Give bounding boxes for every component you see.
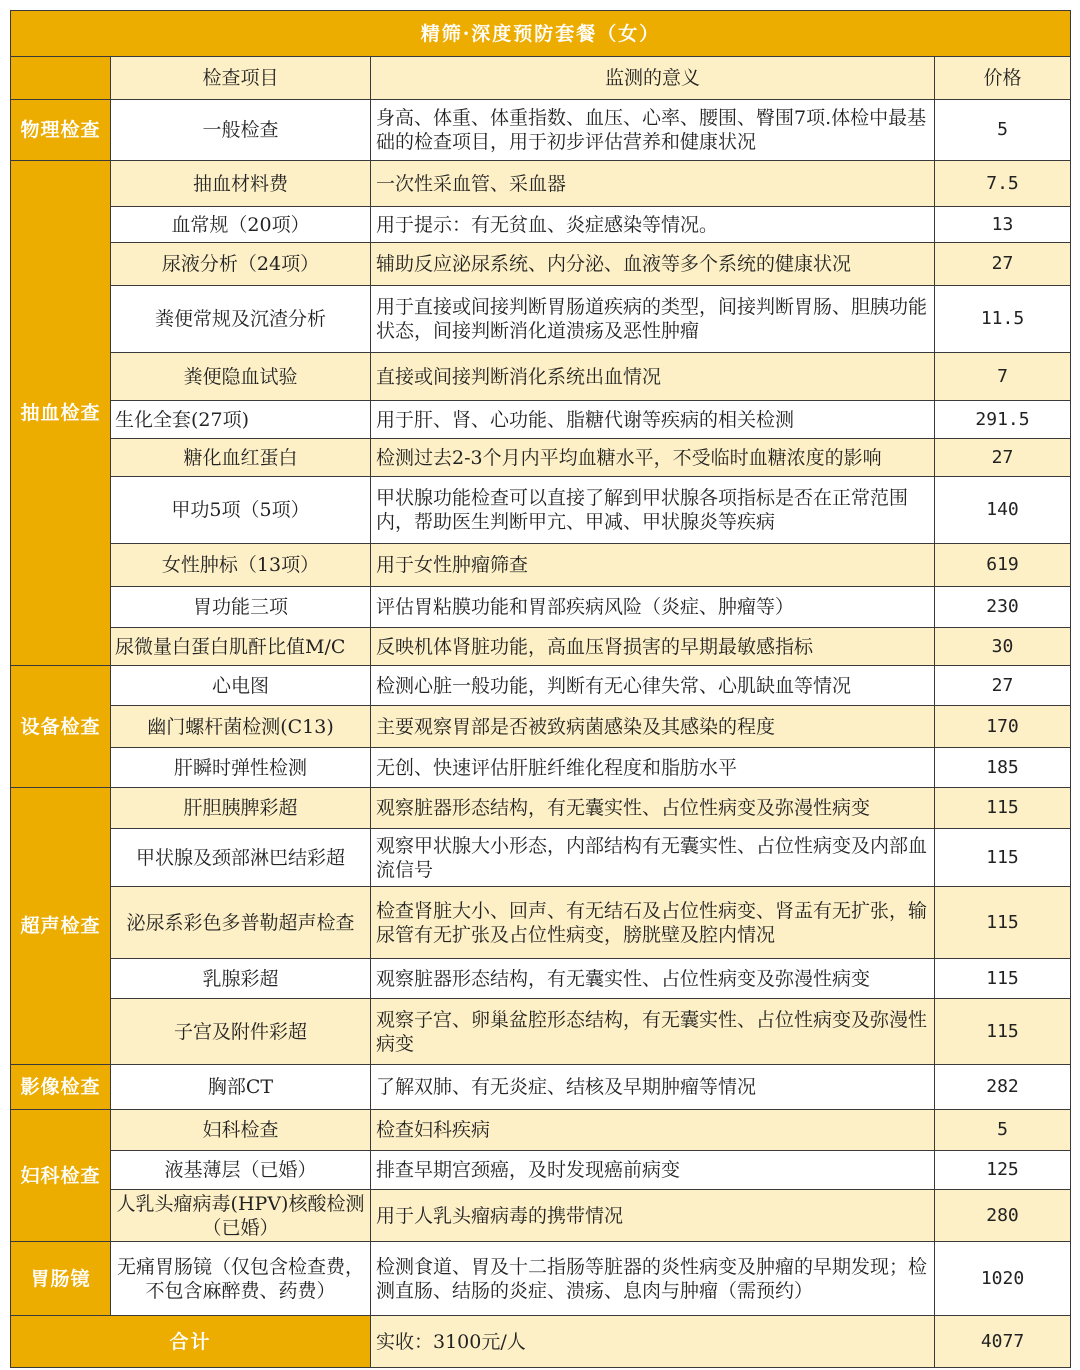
item-price: 280: [935, 1190, 1071, 1242]
item-meaning: 检测食道、胃及十二指肠等脏器的炎性病变及肿瘤的早期发现；检测直肠、结肠的炎症、溃疡、息肉与肿瘤（需预约）: [371, 1242, 935, 1316]
item-price: 140: [935, 477, 1071, 544]
table-row: [11, 544, 1071, 587]
item-price: 27: [935, 439, 1071, 477]
item-name: 生化全套(27项): [111, 401, 371, 439]
item-meaning: 无创、快速评估肝脏纤维化程度和脂肪水平: [371, 748, 935, 788]
item-price: 115: [935, 788, 1071, 829]
item-meaning: 检查肾脏大小、回声、有无结石及占位性病变、肾盂有无扩张，输尿管有无扩张及占位性病变，膀胱壁及腔内情况: [371, 887, 935, 959]
item-price: 115: [935, 959, 1071, 999]
item-meaning: 用于人乳头瘤病毒的携带情况: [371, 1190, 935, 1242]
category-physical: 物理检查: [11, 100, 111, 161]
item-name: 甲状腺及颈部淋巴结彩超: [111, 829, 371, 887]
item-price: 282: [935, 1065, 1071, 1110]
table-row: [11, 401, 1071, 439]
item-price: 291.5: [935, 401, 1071, 439]
item-name: 肝瞬时弹性检测: [111, 748, 371, 788]
item-name: 糖化血红蛋白: [111, 439, 371, 477]
table-row: [11, 100, 1071, 161]
table-row: [11, 477, 1071, 544]
item-price: 115: [935, 829, 1071, 887]
item-meaning: 反映机体肾脏功能，高血压肾损害的早期最敏感指标: [371, 628, 935, 666]
item-name: 尿微量白蛋白肌酐比值M/C: [111, 628, 371, 666]
table-row: [11, 959, 1071, 999]
item-meaning: 甲状腺功能检查可以直接了解到甲状腺各项指标是否在正常范围内，帮助医生判断甲亢、甲减、甲状腺炎等疾病: [371, 477, 935, 544]
table-row: [11, 829, 1071, 887]
item-meaning: 一次性采血管、采血器: [371, 161, 935, 207]
table-row: [11, 628, 1071, 666]
item-name: 甲功5项（5项）: [111, 477, 371, 544]
item-meaning: 用于肝、肾、心功能、脂糖代谢等疾病的相关检测: [371, 401, 935, 439]
item-price: 619: [935, 544, 1071, 587]
table-row: [11, 1065, 1071, 1110]
item-name: 尿液分析（24项）: [111, 243, 371, 286]
total-row: [11, 1316, 1071, 1368]
item-meaning: 观察子宫、卵巢盆腔形态结构，有无囊实性、占位性病变及弥漫性病变: [371, 999, 935, 1065]
header-corner: [11, 57, 111, 100]
table-row: [11, 1242, 1071, 1316]
item-meaning: 检测心脏一般功能，判断有无心律失常、心肌缺血等情况: [371, 666, 935, 706]
table-row: [11, 243, 1071, 286]
table-row: [11, 439, 1071, 477]
item-name: 粪便常规及沉渣分析: [111, 286, 371, 353]
table-row: [11, 207, 1071, 243]
item-price: 1020: [935, 1242, 1071, 1316]
item-name: 子宫及附件彩超: [111, 999, 371, 1065]
item-name: 液基薄层（已婚）: [111, 1151, 371, 1190]
item-name: 抽血材料费: [111, 161, 371, 207]
item-price: 115: [935, 999, 1071, 1065]
item-meaning: 用于提示：有无贫血、炎症感染等情况。: [371, 207, 935, 243]
table-row: [11, 1151, 1071, 1190]
item-name: 幽门螺杆菌检测(C13): [111, 706, 371, 748]
category-device: 设备检查: [11, 666, 111, 788]
item-price: 115: [935, 887, 1071, 959]
item-meaning: 用于女性肿瘤筛查: [371, 544, 935, 587]
item-name: 女性肿标（13项）: [111, 544, 371, 587]
total-actual: 实收：3100元/人: [371, 1316, 935, 1368]
item-price: 7.5: [935, 161, 1071, 207]
item-meaning: 观察甲状腺大小形态，内部结构有无囊实性、占位性病变及内部血流信号: [371, 829, 935, 887]
table-title: 精筛·深度预防套餐（女）: [11, 11, 1071, 57]
table-row: [11, 161, 1071, 207]
table-row: [11, 1110, 1071, 1151]
category-blood: 抽血检查: [11, 161, 111, 666]
table-row: [11, 887, 1071, 959]
category-gyn: 妇科检查: [11, 1110, 111, 1242]
total-price: 4077: [935, 1316, 1071, 1368]
item-price: 13: [935, 207, 1071, 243]
table-row: [11, 587, 1071, 628]
table-row: [11, 286, 1071, 353]
item-name: 妇科检查: [111, 1110, 371, 1151]
category-endoscopy: 胃肠镜: [11, 1242, 111, 1316]
header-price: 价格: [935, 57, 1071, 100]
item-meaning: 主要观察胃部是否被致病菌感染及其感染的程度: [371, 706, 935, 748]
item-price: 30: [935, 628, 1071, 666]
table-row: [11, 666, 1071, 706]
table-row: [11, 999, 1071, 1065]
item-name: 一般检查: [111, 100, 371, 161]
item-price: 27: [935, 666, 1071, 706]
package-table: [10, 10, 1070, 1368]
total-label: 合计: [11, 1316, 371, 1368]
item-meaning: 直接或间接判断消化系统出血情况: [371, 353, 935, 401]
item-name: 心电图: [111, 666, 371, 706]
item-name: 胃功能三项: [111, 587, 371, 628]
item-price: 170: [935, 706, 1071, 748]
table-row: [11, 706, 1071, 748]
item-name: 血常规（20项）: [111, 207, 371, 243]
table-row: [11, 788, 1071, 829]
item-name: 人乳头瘤病毒(HPV)核酸检测（已婚）: [111, 1190, 371, 1242]
item-price: 27: [935, 243, 1071, 286]
item-price: 185: [935, 748, 1071, 788]
item-price: 5: [935, 100, 1071, 161]
item-meaning: 观察脏器形态结构，有无囊实性、占位性病变及弥漫性病变: [371, 788, 935, 829]
item-name: 粪便隐血试验: [111, 353, 371, 401]
item-meaning: 身高、体重、体重指数、血压、心率、腰围、臀围7项.体检中最基础的检查项目，用于初步评估营养和健康状况: [371, 100, 935, 161]
item-meaning: 辅助反应泌尿系统、内分泌、血液等多个系统的健康状况: [371, 243, 935, 286]
category-imaging: 影像检查: [11, 1065, 111, 1110]
table-row: [11, 748, 1071, 788]
item-meaning: 用于直接或间接判断胃肠道疾病的类型，间接判断胃肠、胆胰功能状态，间接判断消化道溃疡及恶性肿瘤: [371, 286, 935, 353]
item-name: 无痛胃肠镜（仅包含检查费，不包含麻醉费、药费）: [111, 1242, 371, 1316]
item-name: 乳腺彩超: [111, 959, 371, 999]
item-name: 肝胆胰脾彩超: [111, 788, 371, 829]
header-meaning: 监测的意义: [371, 57, 935, 100]
item-price: 7: [935, 353, 1071, 401]
item-meaning: 检查妇科疾病: [371, 1110, 935, 1151]
category-ultrasound: 超声检查: [11, 788, 111, 1065]
item-price: 5: [935, 1110, 1071, 1151]
item-price: 11.5: [935, 286, 1071, 353]
item-price: 125: [935, 1151, 1071, 1190]
table-row: [11, 1190, 1071, 1242]
item-name: 胸部CT: [111, 1065, 371, 1110]
item-meaning: 排查早期宫颈癌，及时发现癌前病变: [371, 1151, 935, 1190]
item-meaning: 评估胃粘膜功能和胃部疾病风险（炎症、肿瘤等）: [371, 587, 935, 628]
item-price: 230: [935, 587, 1071, 628]
item-meaning: 观察脏器形态结构，有无囊实性、占位性病变及弥漫性病变: [371, 959, 935, 999]
item-meaning: 检测过去2-3个月内平均血糖水平，不受临时血糖浓度的影响: [371, 439, 935, 477]
item-meaning: 了解双肺、有无炎症、结核及早期肿瘤等情况: [371, 1065, 935, 1110]
table-row: [11, 353, 1071, 401]
header-item: 检查项目: [111, 57, 371, 100]
item-name: 泌尿系彩色多普勒超声检查: [111, 887, 371, 959]
